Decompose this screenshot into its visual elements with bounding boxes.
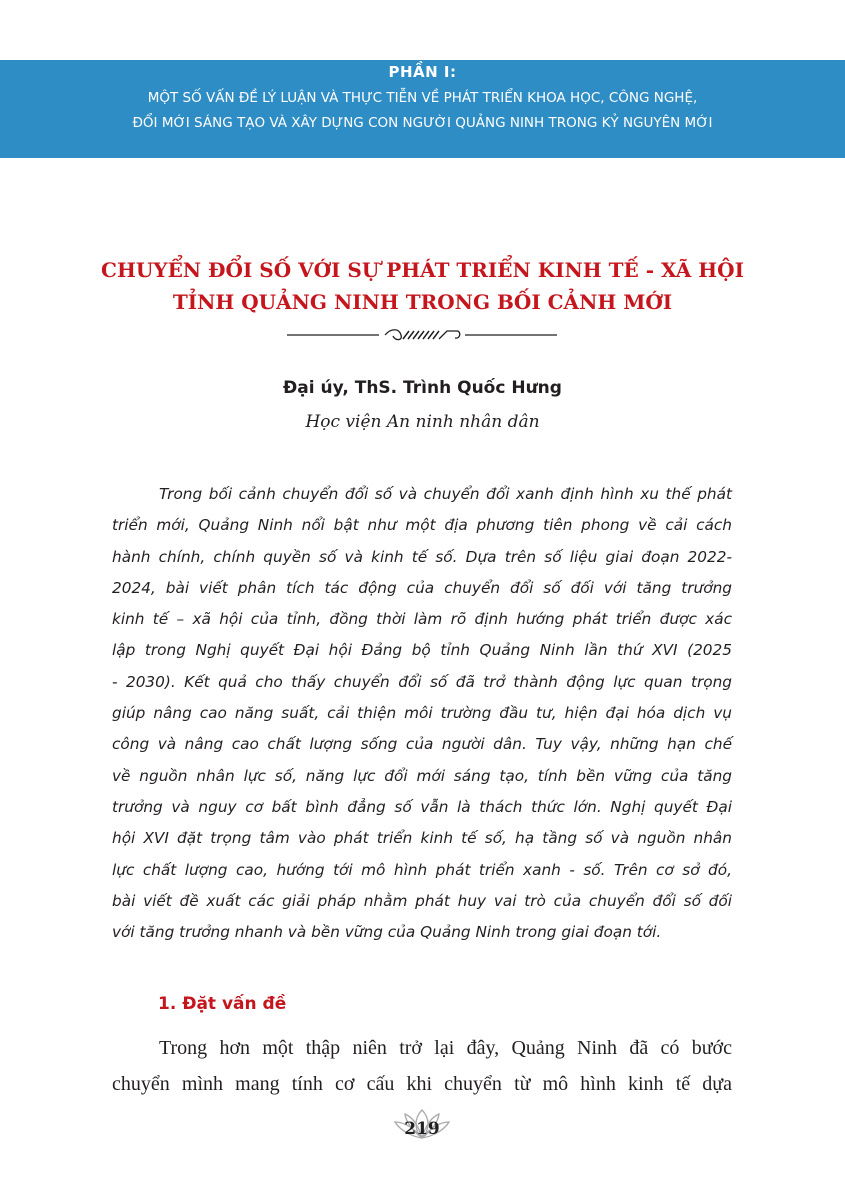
abstract-line: trưởng và nguy cơ bất bình đẳng số vẫn là thách thức lớn. Nghị quyết Đại xyxy=(112,797,732,816)
abstract-line: triển mới, Quảng Ninh nổi bật như một địa phương tiên phong về cải cách xyxy=(112,516,732,535)
abstract-line: - 2030). Kết quả cho thấy chuyển đổi số đã trở thành động lực quan trọng xyxy=(112,672,732,691)
body-line: chuyển mình mang tính cơ cấu khi chuyển từ mô hình kinh tế dựa xyxy=(112,1073,732,1095)
section-body xyxy=(112,1030,732,1102)
part-subtitle-line-2: ĐỔI MỚI SÁNG TẠO VÀ XÂY DỰNG CON NGƯỜI QUẢNG NINH TRONG KỶ NGUYÊN MỚI xyxy=(132,115,713,131)
body-line: Trong hơn một thập niên trở lại đây, Quảng Ninh đã có bước xyxy=(159,1037,732,1059)
abstract-line: giúp nâng cao năng suất, cải thiện môi trường đầu tư, hiện đại hóa dịch vụ xyxy=(112,704,732,723)
part-subtitle-line-1: MỘT SỐ VẤN ĐỀ LÝ LUẬN VÀ THỰC TIỄN VỀ PHÁT TRIỂN KHOA HỌC, CÔNG NGHỆ, xyxy=(147,90,698,106)
abstract-line: với tăng trưởng nhanh và bền vững của Quảng Ninh trong giai đoạn tới. xyxy=(112,923,662,942)
abstract-line: lực chất lượng cao, hướng tới mô hình phát triển xanh - số. Trên cơ sở đó, xyxy=(112,860,732,879)
abstract-line: 2024, bài viết phân tích tác động của chuyển đổi số đối với tăng trưởng xyxy=(112,578,732,597)
article-title-line-1: CHUYỂN ĐỔI SỐ VỚI SỰ PHÁT TRIỂN KINH TẾ - XÃ HỘI xyxy=(101,258,744,282)
section-banner xyxy=(0,60,845,158)
abstract xyxy=(112,479,732,948)
page-number: 219 xyxy=(404,1119,440,1139)
abstract-line: về nguồn nhân lực số, năng lực đổi mới sáng tạo, tính bền vững của tăng xyxy=(112,766,732,785)
abstract-line: kinh tế – xã hội của tỉnh, đồng thời làm rõ định hướng phát triển được xác xyxy=(112,610,732,629)
abstract-line: hành chính, chính quyền số và kinh tế số. Dựa trên số liệu giai đoạn 2022- xyxy=(112,547,732,566)
abstract-line: bài viết đề xuất các giải pháp nhằm phát huy vai trò của chuyển đổi số đối xyxy=(112,891,732,910)
abstract-line: Trong bối cảnh chuyển đổi số và chuyển đổi xanh định hình xu thế phát xyxy=(159,485,732,503)
author-affiliation: Học viện An ninh nhân dân xyxy=(305,412,540,432)
abstract-line: hội XVI đặt trọng tâm vào phát triển kinh tế số, hạ tầng số và nguồn nhân xyxy=(112,829,732,848)
section-heading: 1. Đặt vấn đề xyxy=(158,994,287,1014)
author-name: Đại úy, ThS. Trình Quốc Hưng xyxy=(283,378,562,398)
article-title-line-2: TỈNH QUẢNG NINH TRONG BỐI CẢNH MỚI xyxy=(172,290,673,314)
ornamental-divider xyxy=(287,327,557,343)
abstract-line: công và nâng cao chất lượng sống của người dân. Tuy vậy, những hạn chế xyxy=(112,735,732,754)
abstract-line: lập trong Nghị quyết Đại hội Đảng bộ tỉnh Quảng Ninh lần thứ XVI (2025 xyxy=(112,641,732,660)
part-label: PHẦN I: xyxy=(388,63,457,81)
